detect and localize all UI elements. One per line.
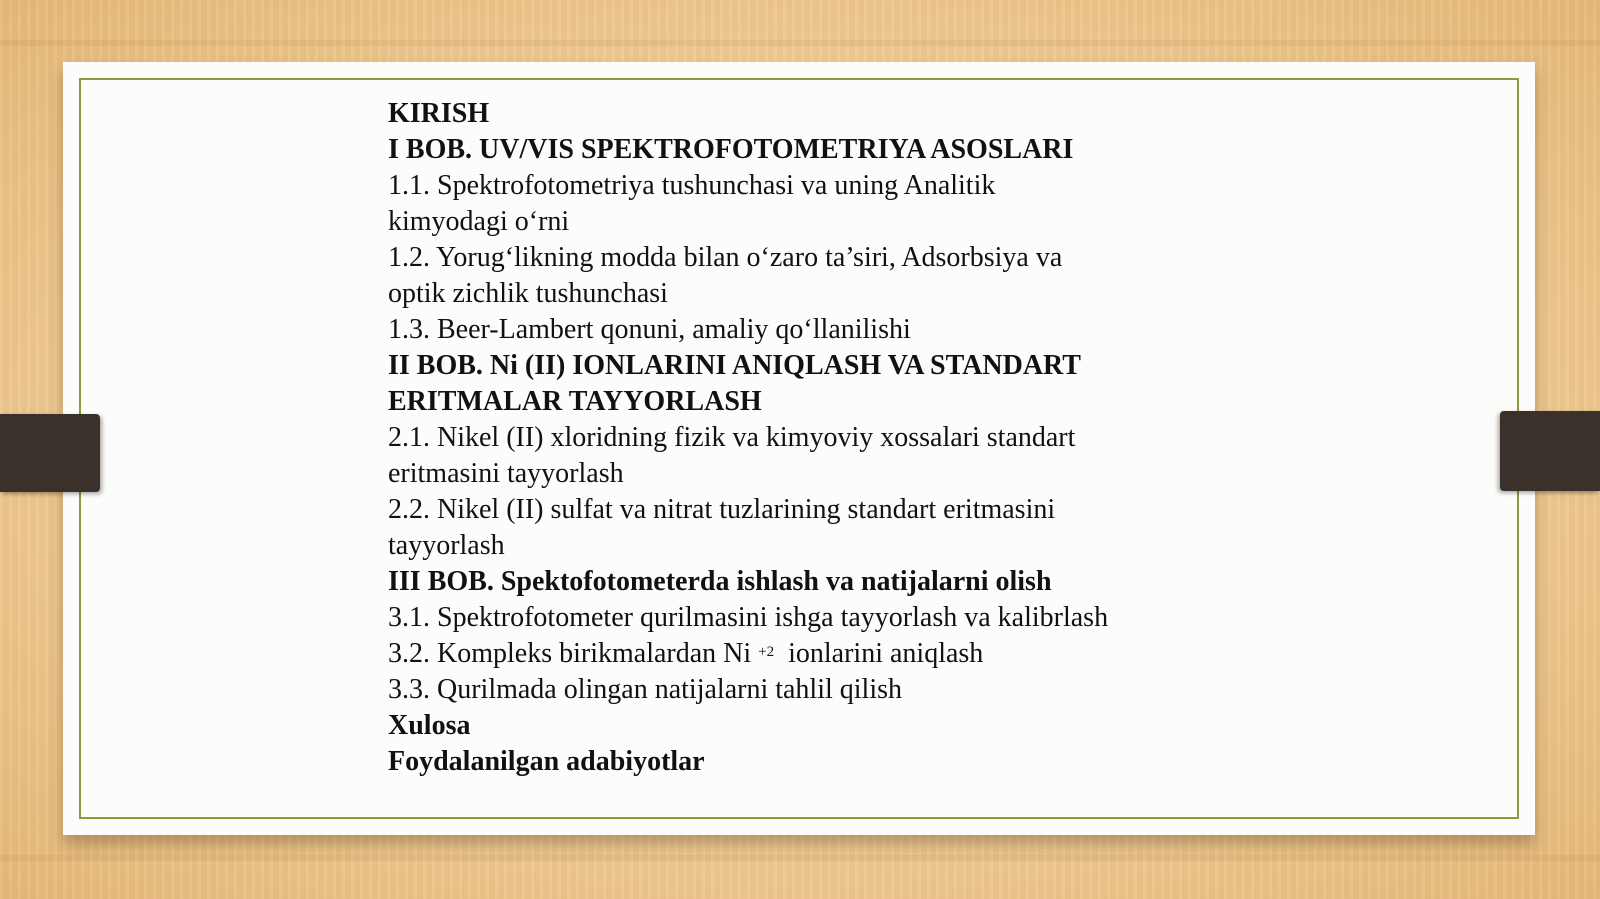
toc-section-1-1-cont: kimyodagi o‘rni [388,206,570,237]
toc-section-1-3: 1.3. Beer-Lambert qonuni, amaliy qo‘llanilishi [388,314,911,345]
table-of-contents [388,96,1178,780]
toc-section-3-2-text: 3.2. Kompleks birikmalardan Ni [388,638,759,669]
toc-section-1-1: 1.1. Spektrofotometriya tushunchasi va uning Analitik [388,170,996,201]
right-binder-clip [1500,411,1600,491]
toc-section-3-3: 3.3. Qurilmada olingan natijalarni tahlil qilish [388,674,903,705]
toc-section-3-2 [388,636,1178,672]
toc-chapter-3-title: III BOB. Spektofotometerda ishlash va natijalarni olish [388,566,1052,597]
toc-chapter-1-title: I BOB. UV/VIS SPEKTROFOTOMETRIYA ASOSLARI [388,134,1074,165]
toc-section-1-2: 1.2. Yorug‘likning modda bilan o‘zaro ta’siri, Adsorbsiya va [388,242,1063,273]
toc-references: Foydalanilgan adabiyotlar [388,746,705,777]
background-grain [0,855,1600,861]
toc-section-1-2-cont: optik zichlik tushunchasi [388,278,668,309]
background-grain [0,40,1600,46]
charge-superscript: +2 [758,644,775,660]
left-binder-clip [0,414,100,492]
toc-section-2-1-cont: eritmasini tayyorlash [388,458,624,489]
toc-section-2-2-cont: tayyorlash [388,530,505,561]
toc-intro: KIRISH [388,98,490,129]
toc-section-3-2-text-end: ionlarini aniqlash [774,638,984,669]
toc-conclusion: Xulosa [388,710,471,741]
toc-section-3-1: 3.1. Spektrofotometer qurilmasini ishga tayyorlash va kalibrlash [388,602,1109,633]
toc-section-2-2: 2.2. Nikel (II) sulfat va nitrat tuzlarining standart eritmasini [388,494,1056,525]
toc-chapter-2-title: II BOB. Ni (II) IONLARINI ANIQLASH VA STANDART [388,350,1081,381]
toc-chapter-2-title-cont: ERITMALAR TAYYORLASH [388,386,762,417]
toc-section-2-1: 2.1. Nikel (II) xloridning fizik va kimyoviy xossalari standart [388,422,1076,453]
